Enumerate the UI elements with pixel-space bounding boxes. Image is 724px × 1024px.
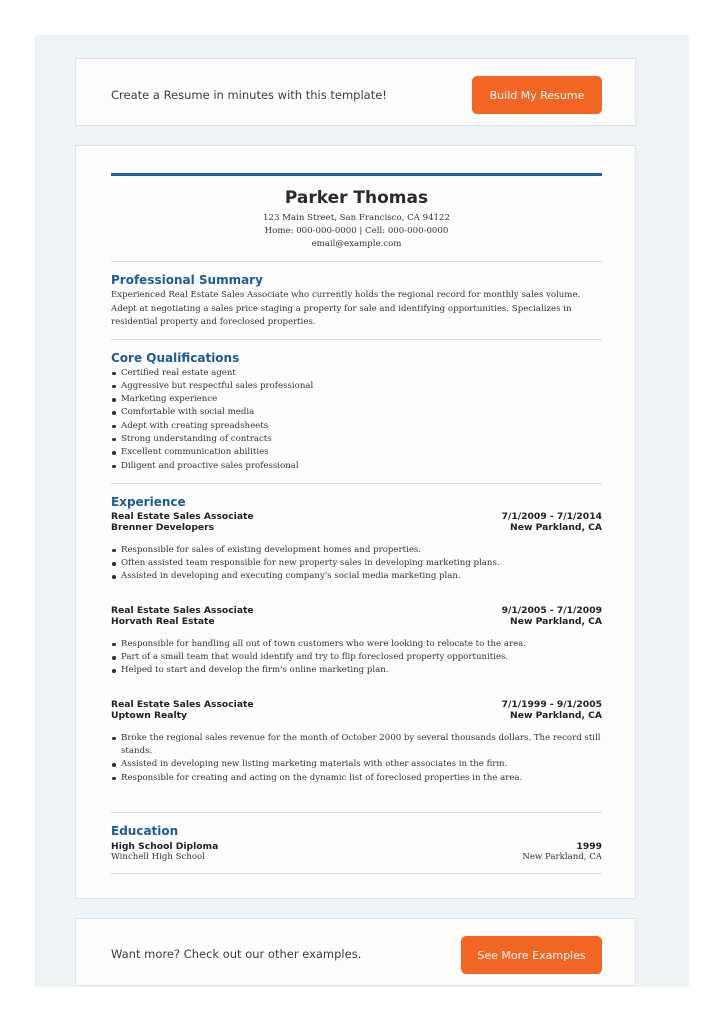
list-item: Certified real estate agent	[111, 367, 602, 380]
experience-section	[111, 495, 602, 785]
list-item: Part of a small team that would identify and try to flip foreclosed property opportunities.	[111, 651, 602, 664]
experience-title: Experience	[111, 494, 186, 509]
list-item: Often assisted team responsible for new property sales in developing marketing plans.	[111, 557, 602, 570]
list-item: Adept with creating spreadsheets	[111, 420, 602, 433]
education-title: Education	[111, 823, 179, 838]
job-location: New Parkland, CA	[510, 710, 602, 722]
qualifications-list	[111, 367, 602, 473]
divider	[111, 812, 602, 813]
job-dates: 7/1/1999 - 9/1/2005	[501, 698, 602, 710]
education-year: 1999	[576, 840, 602, 852]
job-entry	[111, 699, 602, 785]
list-item: Strong understanding of contracts	[111, 433, 602, 446]
education-location: New Parkland, CA	[522, 852, 602, 863]
list-item: Assisted in developing and executing company's social media marketing plan.	[111, 570, 602, 583]
list-item: Comfortable with social media	[111, 406, 602, 419]
job-company: Uptown Realty	[111, 710, 188, 722]
job-dates: 7/1/2009 - 7/1/2014	[501, 510, 602, 522]
list-item: Diligent and proactive sales professional	[111, 460, 602, 473]
job-company: Brenner Developers	[111, 522, 215, 534]
job-title: Real Estate Sales Associate	[111, 510, 254, 522]
summary-text: Experienced Real Estate Sales Associate who currently holds the regional record for monthly sales volume. Adept at negotiating a sales price staging a property for sale and identifying opportunities. Specializes in residential property and foreclosed properties.	[111, 290, 581, 327]
list-item: Helped to start and develop the firm's online marketing plan.	[111, 664, 602, 677]
top-banner	[75, 58, 636, 126]
divider	[111, 483, 602, 484]
job-bullets	[111, 638, 602, 678]
resume-document	[111, 173, 602, 874]
top-banner-text: Create a Resume in minutes with this template!	[111, 88, 387, 102]
list-item: Responsible for handling all out of town customers who were looking to relocate to the area.	[111, 638, 602, 651]
job-location: New Parkland, CA	[510, 616, 602, 628]
education-section	[111, 824, 602, 864]
resume-name: Parker Thomas	[284, 188, 429, 208]
bottom-banner-text: Want more? Check out our other examples.	[111, 947, 362, 961]
see-more-examples-button[interactable]: See More Examples	[461, 936, 602, 974]
list-item: Aggressive but respectful sales professional	[111, 380, 602, 393]
job-entry	[111, 511, 602, 584]
build-my-resume-button[interactable]: Build My Resume	[472, 76, 602, 114]
list-item: Excellent communication abilities	[111, 446, 602, 459]
qualifications-section	[111, 351, 602, 473]
list-item: Responsible for sales of existing development homes and properties.	[111, 544, 602, 557]
job-title: Real Estate Sales Associate	[111, 604, 254, 616]
contact-email: email@example.com	[311, 239, 402, 249]
job-bullets	[111, 544, 602, 584]
job-entry	[111, 605, 602, 678]
job-dates: 9/1/2005 - 7/1/2009	[501, 604, 602, 616]
contact-block	[111, 212, 602, 251]
contact-phones: Home: 000-000-0000 | Cell: 000-000-0000	[264, 226, 449, 236]
list-item: Assisted in developing new listing marketing materials with other associates in the firm.	[111, 758, 602, 771]
resume-top-rule	[111, 173, 602, 176]
qualifications-title: Core Qualifications	[111, 350, 240, 365]
divider	[111, 873, 602, 874]
education-school: Winchell High School	[111, 852, 205, 863]
contact-address: 123 Main Street, San Francisco, CA 94122	[263, 213, 450, 223]
education-degree: High School Diploma	[111, 840, 219, 852]
list-item: Responsible for creating and acting on the dynamic list of foreclosed properties in the area.	[111, 772, 602, 785]
list-item: Broke the regional sales revenue for the month of October 2000 by several thousands dollars. The record still stands.	[111, 732, 602, 759]
resume-card	[75, 145, 636, 899]
divider	[111, 261, 602, 262]
job-location: New Parkland, CA	[510, 522, 602, 534]
summary-section	[111, 273, 602, 330]
job-company: Horvath Real Estate	[111, 616, 215, 628]
job-bullets	[111, 732, 602, 785]
job-title: Real Estate Sales Associate	[111, 698, 254, 710]
summary-title: Professional Summary	[111, 273, 263, 287]
list-item: Marketing experience	[111, 393, 602, 406]
bottom-banner	[75, 918, 636, 986]
divider	[111, 339, 602, 340]
